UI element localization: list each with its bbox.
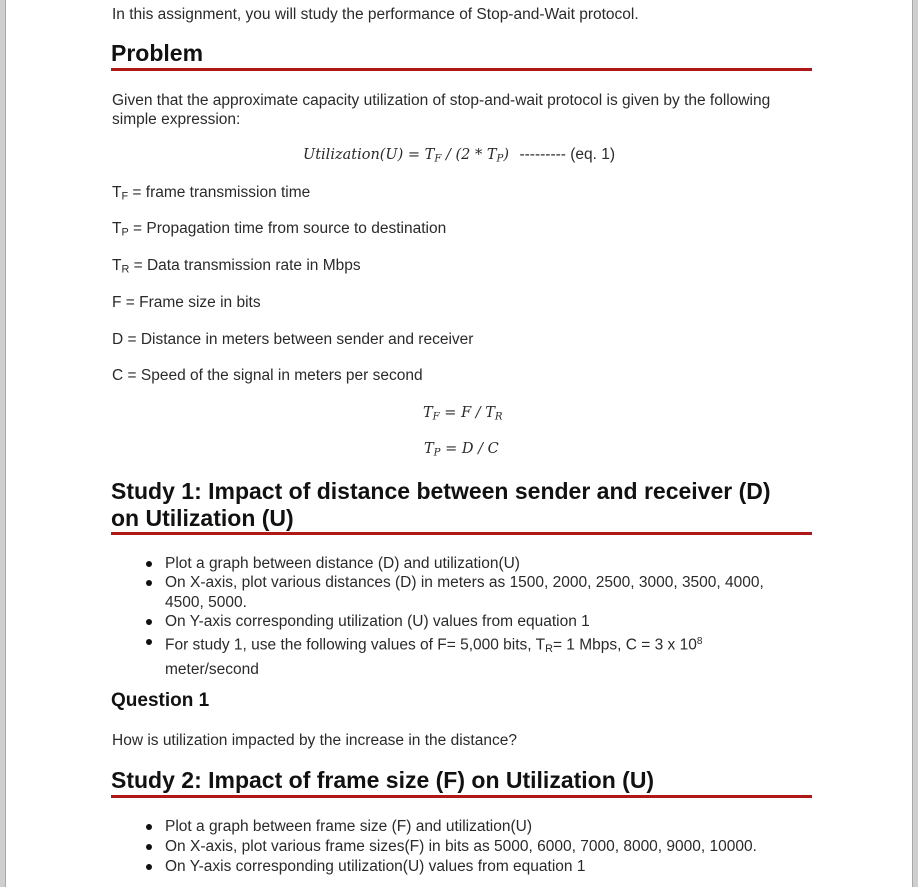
problem-heading: Problem xyxy=(111,40,204,66)
question1-heading: Question 1 xyxy=(111,690,210,711)
window-frame-right-line xyxy=(912,0,913,887)
study1-bullet-4-dot xyxy=(146,639,152,645)
study2-heading-rule xyxy=(111,795,812,798)
definition-tf: $T_F$ = frame transmission time xyxy=(112,184,311,203)
study2-bullet-3: On Y-axis corresponding utilization(U) values from equation 1 xyxy=(165,858,586,875)
formula-tf: $T_F = F / T_R$ xyxy=(423,405,503,423)
study2-bullet-2: On X-axis, plot various frame sizes(F) in bits as 5000, 6000, 7000, 8000, 9000, 10000. xyxy=(165,838,757,855)
definition-tp: $T_P$ = Propagation time from source to destination xyxy=(112,220,447,239)
study2-bullet-1: Plot a graph between frame size (F) and utilization(U) xyxy=(165,818,532,835)
formula-tp: $T_P = D / C$ xyxy=(424,441,499,459)
window-frame-right xyxy=(913,0,918,887)
study2-bullet-1-dot xyxy=(146,824,152,830)
equation-1 xyxy=(303,145,615,165)
study1-heading-rule xyxy=(111,532,812,535)
equation-1-formula: Utilization(U) = $T_F / (2 * T_P)$ xyxy=(303,147,510,165)
problem-paragraph-line2: simple expression: xyxy=(112,111,241,128)
intro-text: In this assignment, you will study the performance of Stop-and-Wait protocol. xyxy=(112,6,639,23)
study1-heading-line2: on Utilization (U) xyxy=(111,505,294,531)
study2-bullet-2-dot xyxy=(146,844,152,850)
study1-bullet-1-dot xyxy=(146,561,152,567)
equation-1-tag: --------- (eq. 1) xyxy=(519,146,616,163)
study1-bullet-1: Plot a graph between distance (D) and utilization(U) xyxy=(165,555,520,572)
study1-bullet-2: On X-axis, plot various distances (D) in meters as 1500, 2000, 2500, 3000, 3500, 4000, 4500, 5000. xyxy=(165,574,764,611)
definition-f: F = Frame size in bits xyxy=(112,294,261,311)
study1-bullet-3: On Y-axis corresponding utilization (U) values from equation 1 xyxy=(165,613,590,630)
definition-d: D = Distance in meters between sender and receiver xyxy=(112,331,474,348)
study2-heading: Study 2: Impact of frame size (F) on Utilization (U) xyxy=(111,767,655,793)
definition-c: C = Speed of the signal in meters per second xyxy=(112,367,423,384)
study1-bullet-3-dot xyxy=(146,619,152,625)
problem-paragraph-line1: Given that the approximate capacity utilization of stop-and-wait protocol is given by the following xyxy=(112,92,771,109)
problem-heading-rule xyxy=(111,68,812,71)
definition-tr: $T_R$ = Data transmission rate in Mbps xyxy=(112,257,361,276)
question1-text: How is utilization impacted by the increase in the distance? xyxy=(112,732,517,749)
study1-heading-line1: Study 1: Impact of distance between sender and receiver (D) xyxy=(111,478,771,504)
study2-bullet-3-dot xyxy=(146,864,152,870)
study1-bullet-2-dot xyxy=(146,580,152,586)
study1-bullet-4: For study 1, use the following values of F= 5,000 bits, $T_R= 1$ Mbps, C = 3 x $10^8$ meter/second xyxy=(165,636,703,678)
